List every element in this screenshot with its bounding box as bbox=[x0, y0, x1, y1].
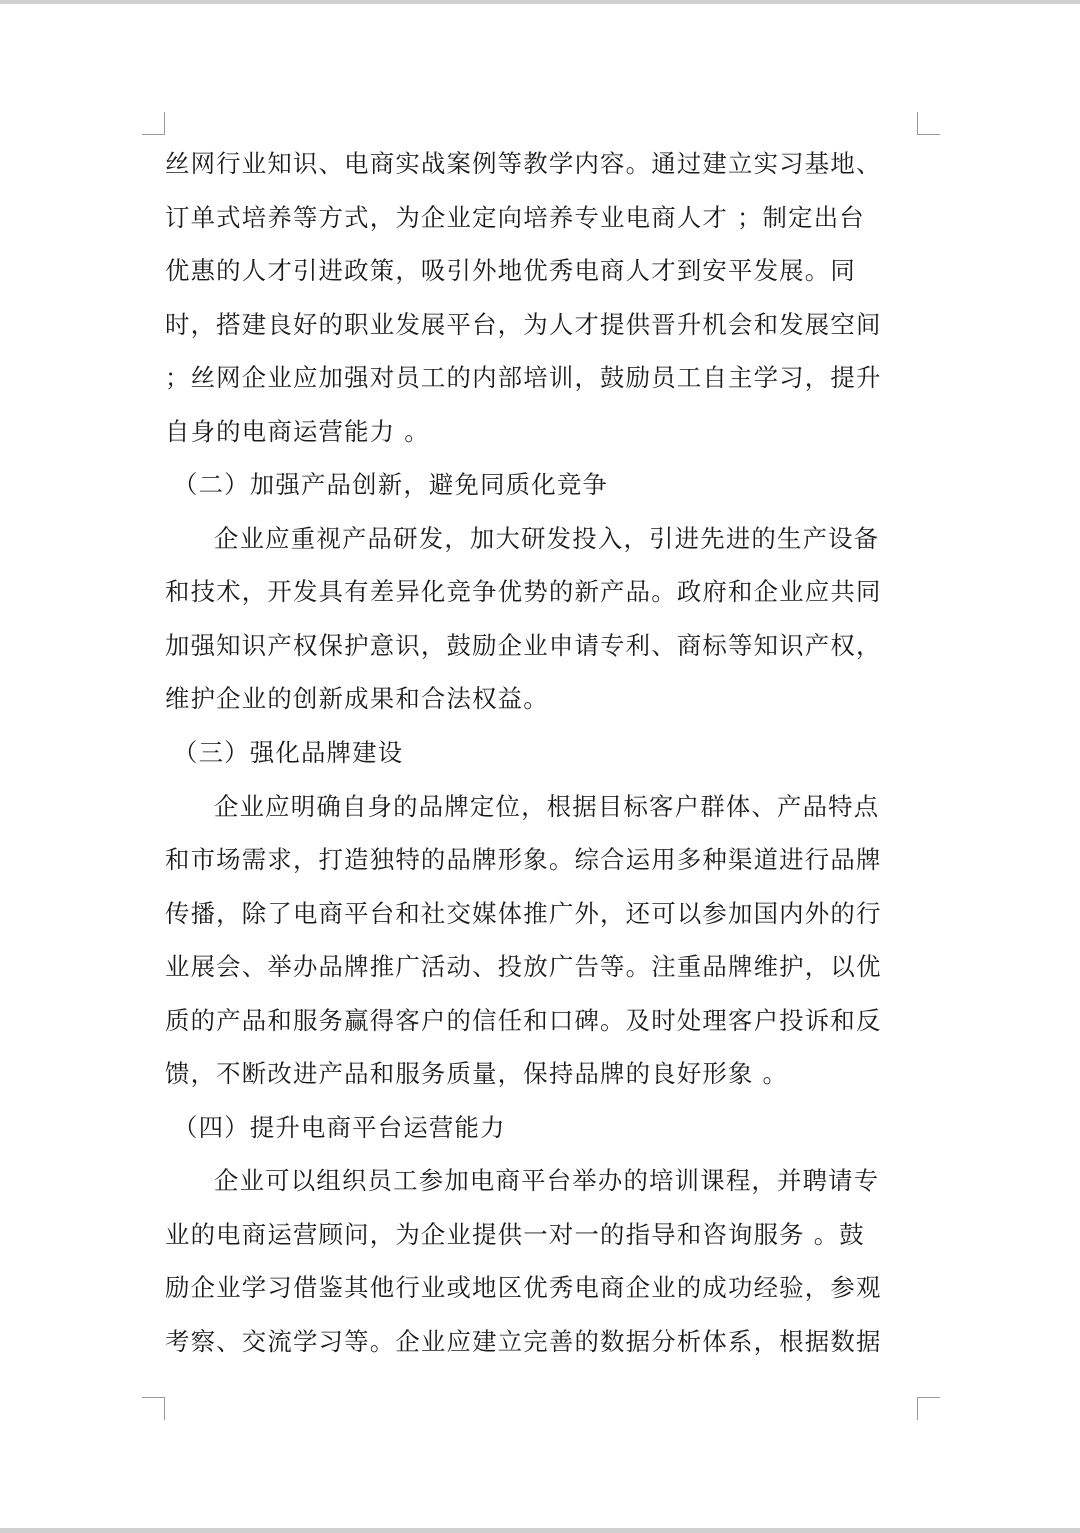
margin-corner-top-left bbox=[142, 112, 165, 135]
text-line: 优惠的人才引进政策，吸引外地优秀电商人才到安平发展。同 bbox=[165, 256, 856, 286]
text-line: 加强知识产权保护意识，鼓励企业申请专利、商标等知识产权， bbox=[165, 630, 882, 660]
document-page bbox=[0, 4, 1080, 1528]
text-line: 和技术，开发具有差异化竞争优势的新产品。政府和企业应共同 bbox=[165, 577, 882, 607]
text-line: 励企业学习借鉴其他行业或地区优秀电商企业的成功经验，参观 bbox=[165, 1273, 882, 1303]
text-line: 质的产品和服务赢得客户的信任和口碑。及时处理客户投诉和反 bbox=[165, 1005, 882, 1035]
margin-corner-bottom-right bbox=[917, 1397, 940, 1420]
text-line: 自身的电商运营能力 。 bbox=[165, 416, 430, 446]
text-line: 馈，不断改进产品和服务质量，保持品牌的良好形象 。 bbox=[165, 1059, 789, 1089]
text-line: 订单式培养等方式，为企业定向培养专业电商人才 ；制定出台 bbox=[165, 202, 865, 232]
text-line: 业的电商运营顾问，为企业提供一对一的指导和咨询服务 。鼓 bbox=[165, 1219, 865, 1249]
text-line: 传播，除了电商平台和社交媒体推广外，还可以参加国内外的行 bbox=[165, 898, 882, 928]
document-body bbox=[165, 137, 915, 1369]
margin-corner-bottom-left bbox=[142, 1397, 165, 1420]
text-line: 企业应明确自身的品牌定位，根据目标客户群体、产品特点 bbox=[214, 791, 880, 821]
text-line: 考察、交流学习等。企业应建立完善的数据分析体系，根据数据 bbox=[165, 1327, 882, 1357]
section-heading: （三）强化品牌建设 bbox=[173, 738, 404, 768]
section-heading: （四）提升电商平台运营能力 bbox=[173, 1112, 506, 1142]
text-line: 时，搭建良好的职业发展平台，为人才提供晋升机会和发展空间 bbox=[165, 309, 882, 339]
text-line: 维护企业的创新成果和合法权益。 bbox=[165, 684, 549, 714]
text-line: ；丝网企业应加强对员工的内部培训，鼓励员工自主学习，提升 bbox=[165, 363, 882, 393]
section-heading: （二）加强产品创新，避免同质化竞争 bbox=[173, 470, 609, 500]
text-line: 企业可以组织员工参加电商平台举办的培训课程，并聘请专 bbox=[214, 1166, 880, 1196]
text-line: 和市场需求，打造独特的品牌形象。综合运用多种渠道进行品牌 bbox=[165, 845, 882, 875]
margin-corner-top-right bbox=[917, 112, 940, 135]
text-line: 企业应重视产品研发，加大研发投入，引进先进的生产设备 bbox=[214, 523, 880, 553]
text-line: 业展会、举办品牌推广活动、投放广告等。注重品牌维护，以优 bbox=[165, 952, 882, 982]
text-line: 丝网行业知识、电商实战案例等教学内容。通过建立实习基地、 bbox=[165, 149, 882, 178]
